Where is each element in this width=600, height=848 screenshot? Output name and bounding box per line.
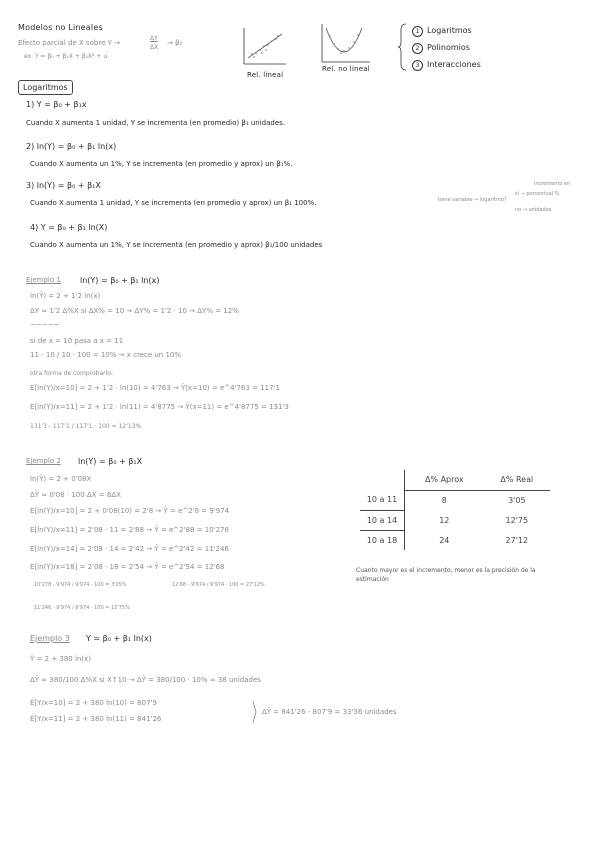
brace-icon — [252, 700, 258, 724]
example2-line: E[ln(Y)/x=10] = 2 + 0'08(10) = 2'8 → Ŷ = e^2'8 = 9'974 — [30, 507, 230, 515]
table-cell: 12 — [405, 510, 484, 530]
side-note-no: no → unidades — [515, 207, 552, 213]
table-cell: 12'75 — [505, 515, 529, 525]
example2-line: ΔŶ ≈ 0'08 · 100 ΔX = 8ΔX — [30, 491, 121, 499]
precision-note: Cuanto mayor es el incremento, menor es la precisión de la estimación — [356, 567, 536, 583]
log-desc-4: Cuando X aumenta un 1%, Y se incrementa (en promedio y aprox) β₁/100 unidades — [30, 241, 323, 249]
example1-line: si de x = 10 pasa a x = 11 — [30, 337, 124, 345]
table-cell: 10 a 18 — [366, 535, 398, 545]
example2-model: ln(Y) = β₀ + β₁X — [78, 457, 143, 466]
type-polinomios: 2 Polinomios — [412, 43, 470, 54]
table-cell: 27'12 — [505, 535, 529, 545]
example3-model: Y = β₀ + β₁ ln(x) — [86, 634, 152, 643]
type-interacciones: 3 Interacciones — [412, 60, 481, 71]
example2-line: 11'246 - 9'974 / 9'974 · 100 = 12'75% — [34, 605, 130, 611]
type-number: 1 — [412, 26, 423, 37]
table-row — [360, 530, 550, 550]
table-cell: 24 — [405, 530, 484, 550]
example1-line: ΔY ≈ 1'2 Δ%X si ΔX% = 10 → ΔY% = 1'2 · 10 → ΔY% = 12% — [30, 307, 239, 315]
example1-model: ln(Y) = β₀ + β₁ ln(x) — [80, 276, 160, 285]
example1-line: 131'3 - 117'1 / 117'1 · 100 = 12'13% — [30, 423, 142, 430]
example2-line: E[ln(Y)/x=14] = 2'08 · 14 = 2'42 → Ŷ = e^2'42 = 11'246 — [30, 545, 229, 553]
example1-line: ln(Ŷ) = 2 + 1'2 ln(x) — [30, 292, 101, 300]
log-model-3: 3) ln(Y) = β₀ + β₁X — [26, 181, 101, 190]
table-cell: 10 a 11 — [360, 490, 405, 510]
side-note-yes: sí → porcentual % — [515, 191, 560, 197]
linear-relation-graph — [240, 24, 290, 68]
linear-relation-label: Rel. lineal — [247, 71, 284, 79]
example1-line: ~~~~~ — [30, 321, 60, 329]
table-row — [360, 510, 550, 530]
table-header: Δ% Real — [484, 470, 550, 490]
type-number: 2 — [412, 43, 423, 54]
model-example: ex. Y = β₀ + β₁X + β₂X² + u — [24, 53, 108, 60]
example1-title: Ejemplo 1 — [26, 276, 61, 284]
comparison-table — [360, 470, 550, 550]
side-note-top: incremento en — [534, 181, 571, 187]
type-logaritmos: 1 Logaritmos — [412, 26, 472, 37]
page-title: Modelos no Lineales — [18, 23, 103, 32]
example2-line: 10'278 - 9'974 / 9'974 · 100 = 3'05% — [34, 582, 127, 588]
example1-line: E[ln(Y)/x=10] = 2 + 1'2 · ln(10) = 4'763 → Ŷ(x=10) = e^4'763 = 117'1 — [30, 384, 280, 392]
example3-line: Ŷ = 2 + 380 ln(x) — [30, 655, 91, 663]
example1-line: E[ln(Y)/x=11] = 2 + 1'2 · ln(11) = 4'8775 → Ŷ(x=11) = e^4'8775 = 131'3 — [30, 403, 289, 411]
log-desc-2: Cuando X aumenta un 1%, Y se incrementa (en promedio y aprox) un β₁%. — [30, 160, 293, 168]
example2-line: ln(Ŷ) = 2 + 0'08X — [30, 475, 92, 483]
table-cell: 3'05 — [508, 495, 526, 505]
effect-result: → β₁ — [167, 39, 183, 47]
table-header-row — [360, 470, 550, 490]
effect-frac-num: ΔY — [150, 35, 158, 42]
example3-title: Ejemplo 3 — [30, 634, 70, 643]
log-model-1: 1) Y = β₀ + β₁x — [26, 100, 87, 109]
log-desc-3: Cuando X aumenta 1 unidad, Y se incrementa (en promedio y aprox) un β₁ 100%. — [30, 199, 317, 207]
section-title-logaritmos: Logaritmos — [18, 80, 73, 95]
effect-frac-den: ΔX — [150, 44, 159, 51]
type-number: 3 — [412, 60, 423, 71]
side-note-left: tiene variable → logaritmo? — [438, 197, 507, 203]
nonlinear-relation-label: Rel. no lineal — [322, 65, 370, 73]
example3-line: E[Y/x=10] = 2 + 380 ln(10) = 807'9 — [30, 699, 157, 707]
example2-line: E[ln(Y)/x=18] = 2'08 · 18 = 2'54 → Ŷ = e^2'54 = 12'68 — [30, 563, 225, 571]
example2-line: 12'68 - 9'974 / 9'974 · 100 = 27'12% — [172, 582, 265, 588]
example2-line: E[ln(Y)/x=11] = 2'08 · 11 = 2'88 → Ŷ = e^2'88 = 10'278 — [30, 526, 229, 534]
example1-line: 11 - 10 / 10 · 100 = 10% → x crece un 10% — [30, 351, 182, 359]
table-row — [360, 490, 550, 510]
effect-line: Efecto parcial de X sobre Y → — [18, 39, 120, 47]
table-cell: 10 a 14 — [360, 510, 405, 530]
example3-result: ΔŶ = 841'26 - 807'9 = 33'36 unidades — [262, 708, 397, 716]
log-model-2: 2) ln(Y) = β₀ + β₁ ln(x) — [26, 142, 117, 151]
log-desc-1: Cuando X aumenta 1 unidad, Y se incrementa (en promedio) β₁ unidades. — [26, 119, 286, 127]
example1-line: otra forma de comprobarlo: — [30, 370, 113, 377]
example2-title: Ejemplo 2 — [26, 457, 61, 465]
nonlinear-relation-graph — [318, 20, 374, 66]
table-cell: 8 — [405, 490, 484, 510]
brace-icon — [398, 22, 408, 72]
table-header: Δ% Aprox — [405, 470, 484, 490]
example3-line: ΔŶ ≈ 380/100 Δ%X si X↑10 → ΔŶ = 380/100 · 10% ≈ 38 unidades — [30, 676, 261, 684]
example3-line: E[Y/x=11] = 2 + 380 ln(11) = 841'26 — [30, 715, 162, 723]
log-model-4: 4) Y = β₀ + β₁ ln(X) — [30, 223, 108, 232]
table-header — [360, 470, 405, 490]
